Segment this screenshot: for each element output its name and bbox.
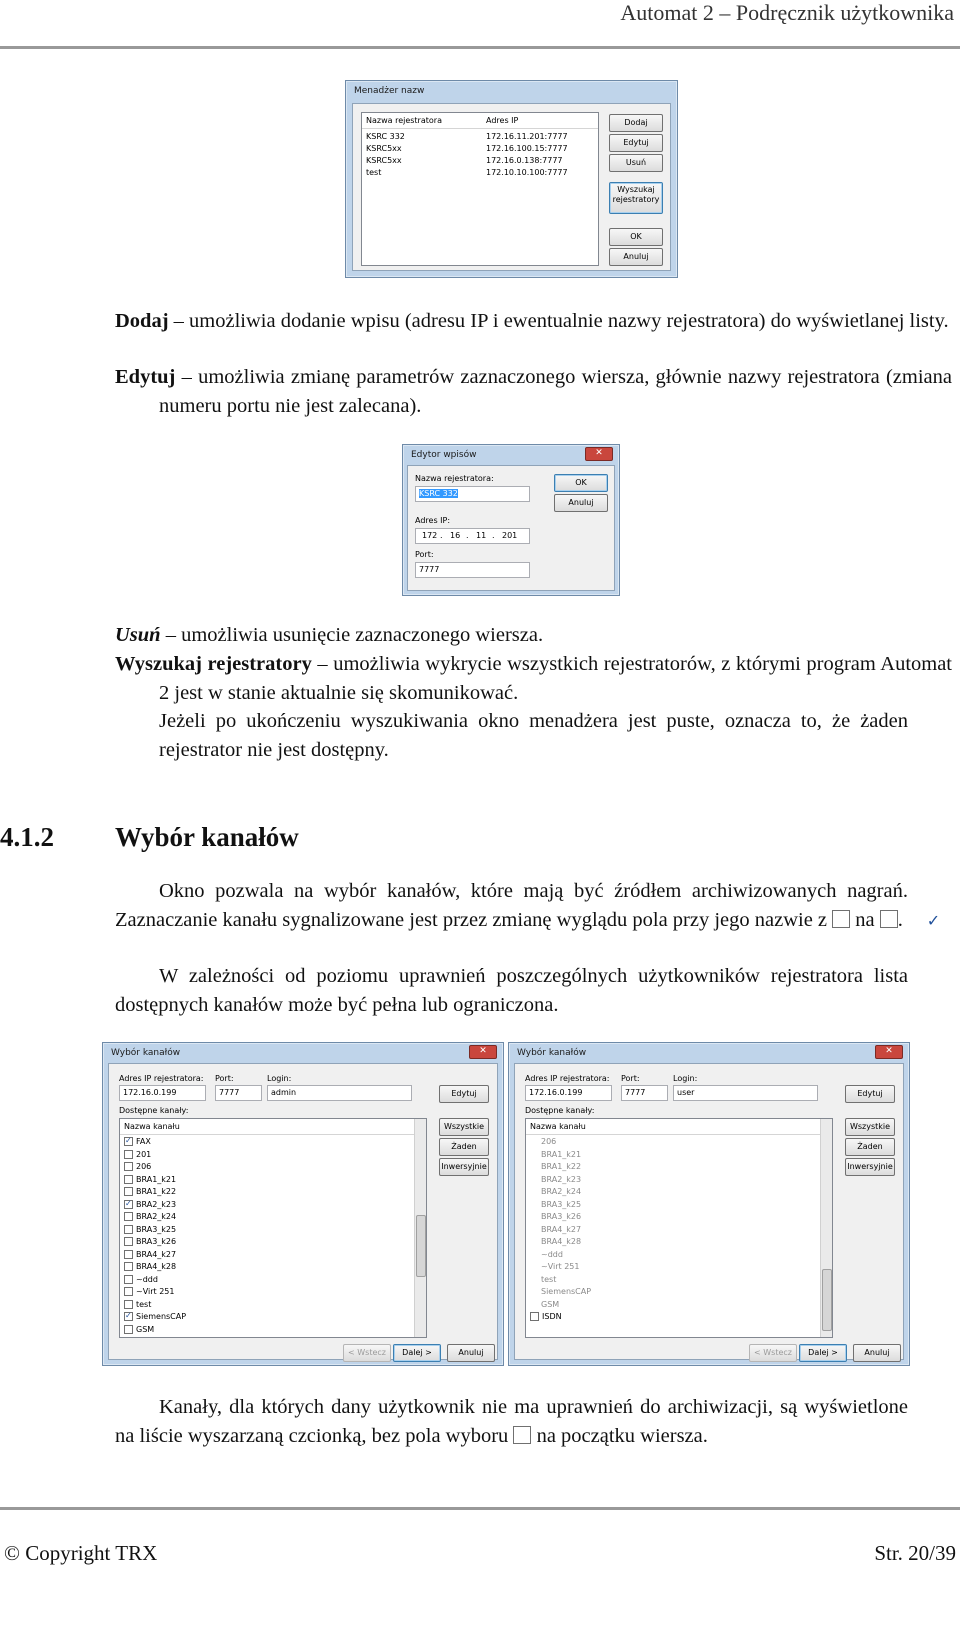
login-field: admin bbox=[267, 1085, 412, 1101]
channel-item-disabled: BRA4_k27 bbox=[541, 1224, 582, 1234]
ip-field: 172.16.0.199 bbox=[525, 1085, 612, 1101]
channel-name: FAX bbox=[136, 1137, 151, 1146]
channel-name: BRA1_k22 bbox=[136, 1187, 177, 1196]
add-button[interactable]: Dodaj bbox=[609, 114, 663, 132]
channel-name: BRA2_k23 bbox=[136, 1199, 177, 1209]
channel-item-disabled: BRA2_k24 bbox=[541, 1187, 582, 1196]
name-label: Nazwa rejestratora: bbox=[415, 474, 494, 483]
channel-name: ~Virt 251 bbox=[136, 1287, 175, 1296]
page-number: Str. 20/39 bbox=[874, 1541, 956, 1565]
unchecked-box-icon bbox=[832, 910, 850, 928]
ip-address-field[interactable]: 172 . 16 . 11 . 201 bbox=[415, 528, 530, 544]
channel-item[interactable] bbox=[120, 1174, 176, 1186]
wyszukaj-term: Wyszukaj rejestratory bbox=[115, 653, 312, 675]
dialog-title: Edytor wpisów bbox=[411, 450, 477, 460]
checked-box-icon bbox=[880, 910, 898, 928]
channel-name: BRA1_k21 bbox=[136, 1174, 177, 1184]
invert-selection-button[interactable]: Inwersyjnie bbox=[845, 1158, 895, 1176]
cancel-button[interactable]: Anuluj bbox=[853, 1344, 901, 1362]
cancel-button[interactable]: Anuluj bbox=[609, 248, 663, 266]
edytuj-paragraph: Edytuj – umożliwia zmianę parametrów zaznaczonego wiersza, głównie nazwy rejestratora (zmiana numeru portu nie jest zalecana). bbox=[115, 366, 952, 417]
ok-button[interactable]: OK bbox=[609, 228, 663, 246]
dialog-title: Wybór kanałów bbox=[517, 1048, 587, 1058]
unchecked-box-icon[interactable] bbox=[124, 1262, 133, 1271]
recorder-list[interactable] bbox=[361, 112, 599, 266]
ok-button[interactable]: OK bbox=[554, 474, 608, 492]
document-header: Automat 2 – Podręcznik użytkownika bbox=[620, 0, 954, 25]
next-button[interactable]: Dalej > bbox=[393, 1344, 441, 1362]
channel-item-disabled: test bbox=[541, 1274, 557, 1284]
unchecked-box-icon[interactable] bbox=[124, 1150, 133, 1159]
channel-item-disabled: ~Virt 251 bbox=[541, 1262, 580, 1271]
close-icon[interactable]: ✕ bbox=[585, 447, 613, 461]
dialog-title: Menadżer nazw bbox=[354, 86, 425, 96]
cancel-button[interactable]: Anuluj bbox=[447, 1344, 495, 1362]
section-paragraph-1: Okno pozwala na wybór kanałów, które mają być źródłem archiwizowanych nagrań. Zaznaczanie kanału sygnalizowane jest przez zmianę wyglądu pola przy jego nazwie z na ✓ bbox=[115, 877, 908, 935]
dialog-title: Wybór kanałów bbox=[111, 1048, 181, 1058]
channel-item[interactable] bbox=[526, 1311, 562, 1323]
channel-item-disabled: BRA1_k21 bbox=[541, 1149, 582, 1159]
channel-list[interactable]: Nazwa kanału 206 BRA1_k21 BRA1_k22 BRA2_k23 BRA2_k24 BRA3_k25 BRA3_k26 BRA4_k27 BRA4_k28 ~ddd ~Virt 251 test SiemensCAP GSM ISDN bbox=[525, 1118, 833, 1338]
unchecked-box-icon[interactable] bbox=[124, 1250, 133, 1259]
unchecked-box-icon[interactable] bbox=[124, 1300, 133, 1309]
unchecked-box-icon[interactable] bbox=[124, 1325, 133, 1334]
list-item[interactable]: KSRC 332 172.16.11.201:7777 bbox=[366, 132, 568, 141]
scroll-thumb[interactable] bbox=[416, 1215, 426, 1277]
dodaj-paragraph: Dodaj – umożliwia dodanie wpisu (adresu IP i ewentualnie nazwy rejestratora) do wyświetlanej listy. bbox=[115, 310, 949, 332]
channel-item[interactable] bbox=[120, 1136, 151, 1148]
scrollbar[interactable] bbox=[414, 1119, 426, 1337]
cancel-button[interactable]: Anuluj bbox=[554, 494, 608, 512]
port-field: 7777 bbox=[215, 1085, 262, 1101]
channel-name: BRA4_k28 bbox=[136, 1262, 177, 1271]
unchecked-box-icon[interactable] bbox=[124, 1275, 133, 1284]
gray-channels-paragraph: Kanały, dla których dany użytkownik nie ma uprawnień do archiwizacji, są wyświetlone na liście wyszarzaną czcionką, bez pola wyboru na początku wiersza. bbox=[115, 1396, 908, 1447]
wyszukaj-note: Jeżeli po ukończeniu wyszukiwania okno menadżera jest puste, oznacza to, że żaden rejestrator nie jest dostępny. bbox=[159, 710, 908, 761]
manager-dialog bbox=[345, 80, 678, 278]
unchecked-box-icon[interactable] bbox=[124, 1162, 133, 1171]
channel-name: BRA3_k26 bbox=[136, 1237, 177, 1246]
edit-button[interactable]: Edytuj bbox=[609, 134, 663, 152]
scroll-thumb[interactable] bbox=[822, 1269, 832, 1331]
channel-name: ISDN bbox=[542, 1312, 562, 1321]
column-name-header[interactable]: Nazwa rejestratora bbox=[366, 116, 442, 125]
port-field[interactable]: 7777 bbox=[415, 562, 530, 578]
channel-item-disabled: GSM bbox=[541, 1299, 560, 1309]
channel-item-disabled: ~ddd bbox=[541, 1249, 563, 1259]
column-ip-header[interactable]: Adres IP bbox=[486, 116, 519, 125]
unchecked-box-icon[interactable] bbox=[124, 1187, 133, 1196]
dialog-client bbox=[352, 103, 671, 271]
unchecked-box-icon[interactable] bbox=[124, 1237, 133, 1246]
list-item[interactable]: KSRC5xx 172.16.0.138:7777 bbox=[366, 156, 563, 165]
channel-name: GSM bbox=[136, 1324, 155, 1334]
select-none-button[interactable]: Żaden bbox=[845, 1138, 895, 1156]
editor-dialog bbox=[402, 444, 620, 596]
search-recorders-button[interactable]: Wyszukaj rejestratory bbox=[609, 182, 663, 214]
ip-field: 172.16.0.199 bbox=[119, 1085, 206, 1101]
section-title: Wybór kanałów bbox=[115, 822, 299, 852]
list-item[interactable]: test 172.10.10.100:7777 bbox=[366, 168, 568, 177]
channel-item[interactable] bbox=[120, 1286, 174, 1298]
checked-box-icon[interactable] bbox=[124, 1200, 133, 1209]
channel-item[interactable] bbox=[120, 1186, 176, 1198]
back-button[interactable]: < Wstecz bbox=[343, 1344, 391, 1362]
scrollbar[interactable] bbox=[820, 1119, 832, 1337]
channel-item-disabled: 206 bbox=[541, 1137, 557, 1146]
next-button[interactable]: Dalej > bbox=[799, 1344, 847, 1362]
ip-label: Adres IP: bbox=[415, 516, 451, 525]
channel-item-disabled: BRA3_k26 bbox=[541, 1212, 582, 1221]
channel-item-disabled: BRA4_k28 bbox=[541, 1237, 582, 1246]
usun-term: Usuń bbox=[115, 624, 161, 646]
select-none-button[interactable]: Żaden bbox=[439, 1138, 489, 1156]
section-number: 4.1.2 bbox=[0, 822, 54, 852]
channel-dialog-user: Wybór kanałów ✕ Adres IP rejestratora: 172.16.0.199 Port: 7777 Login: user Edytuj Dostępne kanały: Nazwa kanału 206 BRA1_k21 BRA1_k22 BRA2_k23 BRA2_k24 BRA3_k25 BRA3_k26 BRA4_k27 BRA4_k28 ~ddd ~Virt 251 test SiemensCAP GSM ISDN Wszystkie Żaden Inwersyjnie < Wstecz Dalej > Anuluj bbox=[508, 1042, 910, 1366]
channel-name: 206 bbox=[136, 1162, 152, 1171]
login-field: user bbox=[673, 1085, 818, 1101]
header-rule bbox=[0, 46, 960, 49]
channel-item[interactable] bbox=[120, 1211, 176, 1223]
invert-selection-button[interactable]: Inwersyjnie bbox=[439, 1158, 489, 1176]
close-icon[interactable]: ✕ bbox=[469, 1045, 497, 1059]
select-all-button[interactable]: Wszystkie bbox=[439, 1118, 489, 1136]
port-label: Port: bbox=[415, 550, 434, 559]
channel-name: 201 bbox=[136, 1149, 152, 1159]
channel-name: ~ddd bbox=[136, 1274, 158, 1284]
channel-item[interactable] bbox=[120, 1324, 154, 1336]
back-button[interactable]: < Wstecz bbox=[749, 1344, 797, 1362]
close-icon[interactable]: ✕ bbox=[875, 1045, 903, 1059]
dodaj-term: Dodaj bbox=[115, 310, 169, 332]
channel-list[interactable]: Nazwa kanału ✓FAX 201 206 BRA1_k21 BRA1_k22 ✓BRA2_k23 BRA2_k24 BRA3_k25 BRA3_k26 BRA4_k27 BRA4_k28 ~ddd ~Virt 251 test ✓SiemensCAP GSM bbox=[119, 1118, 427, 1338]
list-header bbox=[362, 113, 598, 129]
channel-name: test bbox=[136, 1299, 152, 1309]
copyright: © Copyright TRX bbox=[4, 1541, 158, 1565]
edit-button[interactable]: Edytuj bbox=[845, 1085, 895, 1103]
unchecked-box-icon[interactable] bbox=[124, 1175, 133, 1184]
footer-rule bbox=[0, 1507, 960, 1510]
channel-name: BRA4_k27 bbox=[136, 1249, 177, 1259]
channel-item[interactable] bbox=[120, 1274, 158, 1286]
list-item[interactable]: KSRC5xx 172.16.100.15:7777 bbox=[366, 144, 568, 153]
channel-item[interactable] bbox=[120, 1224, 176, 1236]
usun-paragraph: Usuń – umożliwia usunięcie zaznaczonego wiersza. bbox=[115, 624, 544, 646]
channel-item[interactable] bbox=[120, 1261, 176, 1273]
unchecked-box-icon[interactable] bbox=[124, 1225, 133, 1234]
channel-name: BRA3_k25 bbox=[136, 1224, 177, 1234]
section-paragraph-2: W zależności od poziomu uprawnień poszczególnych użytkowników rejestratora lista dostępnych kanałów może być pełna lub ograniczona. bbox=[115, 965, 908, 1016]
channel-item-disabled: SiemensCAP bbox=[541, 1287, 592, 1296]
channel-item[interactable] bbox=[120, 1236, 176, 1248]
delete-button[interactable]: Usuń bbox=[609, 154, 663, 172]
channel-item[interactable] bbox=[120, 1249, 176, 1261]
select-all-button[interactable]: Wszystkie bbox=[845, 1118, 895, 1136]
edytuj-term: Edytuj bbox=[115, 366, 176, 388]
channel-item[interactable] bbox=[120, 1311, 186, 1323]
unchecked-box-icon[interactable] bbox=[124, 1212, 133, 1221]
wyszukaj-paragraph: Wyszukaj rejestratory – umożliwia wykrycie wszystkich rejestratorów, z którymi program Automat 2 jest w stanie aktualnie się skomunikować. bbox=[115, 653, 953, 704]
channel-item-disabled: BRA1_k22 bbox=[541, 1162, 582, 1171]
channel-item[interactable] bbox=[120, 1149, 151, 1161]
checked-box-icon[interactable] bbox=[124, 1137, 133, 1146]
channel-item[interactable] bbox=[120, 1199, 176, 1211]
unchecked-box-icon bbox=[513, 1426, 531, 1444]
unchecked-box-icon[interactable] bbox=[530, 1312, 539, 1321]
edit-button[interactable]: Edytuj bbox=[439, 1085, 489, 1103]
channel-item[interactable] bbox=[120, 1299, 151, 1311]
channel-item-disabled: BRA2_k23 bbox=[541, 1174, 582, 1184]
checked-box-icon[interactable] bbox=[124, 1312, 133, 1321]
unchecked-box-icon[interactable] bbox=[124, 1287, 133, 1296]
channel-name: BRA2_k24 bbox=[136, 1212, 177, 1221]
channel-item-disabled: BRA3_k25 bbox=[541, 1199, 582, 1209]
recorder-name-field[interactable]: KSRC 332 bbox=[415, 486, 530, 502]
channel-item[interactable] bbox=[120, 1161, 151, 1173]
channel-name: SiemensCAP bbox=[136, 1312, 187, 1321]
port-field: 7777 bbox=[621, 1085, 668, 1101]
channel-dialog-admin: Wybór kanałów ✕ Adres IP rejestratora: 172.16.0.199 Port: 7777 Login: admin Edytuj Dostępne kanały: Nazwa kanału ✓FAX 201 206 BRA1_k21 BRA1_k22 ✓BRA2_k23 BRA2_k24 BRA3_k25 BRA3_k26 BRA4_k27 BRA4_k28 ~ddd ~Virt 251 test ✓SiemensCAP GSM Wszystkie Żaden Inwersyjnie < Wstecz Dalej > Anuluj bbox=[102, 1042, 504, 1366]
